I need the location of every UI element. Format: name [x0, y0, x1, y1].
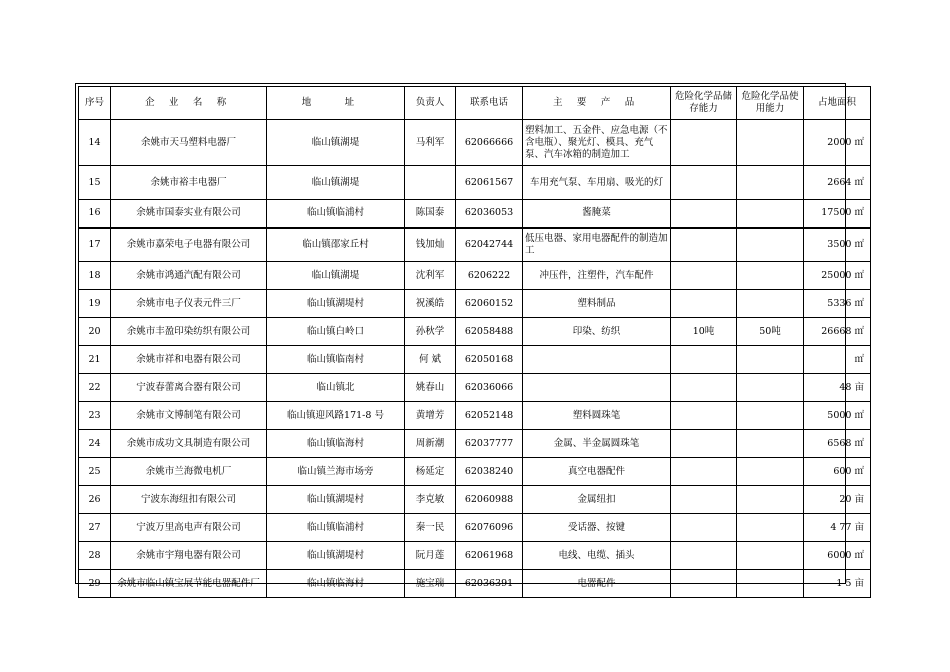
- cell-phone: 62076096: [456, 514, 523, 542]
- cell-products: 电线、电缆、插头: [523, 542, 671, 570]
- cell-address: 临山镇临海村: [267, 430, 405, 458]
- table-row: [79, 346, 871, 374]
- cell-area: 6000 ㎡: [804, 542, 871, 570]
- cell-person: 钱加灿: [405, 228, 456, 262]
- cell-address: 临山镇临浦村: [267, 200, 405, 228]
- cell-storage: [671, 346, 737, 374]
- cell-storage: [671, 290, 737, 318]
- cell-company: 余姚市宇翔电器有限公司: [111, 542, 267, 570]
- cell-person: 何 斌: [405, 346, 456, 374]
- cell-company: 余姚市祥和电器有限公司: [111, 346, 267, 374]
- cell-address: 临山镇湖堤村: [267, 542, 405, 570]
- cell-seq: 14: [79, 120, 111, 166]
- table-row: [79, 318, 871, 346]
- table-row: [79, 200, 871, 228]
- cell-storage: [671, 430, 737, 458]
- cell-area: 5336 ㎡: [804, 290, 871, 318]
- cell-storage: 10吨: [671, 318, 737, 346]
- cell-usage: [737, 514, 804, 542]
- enterprise-table: [78, 86, 871, 598]
- cell-usage: [737, 228, 804, 262]
- cell-address: 临山镇白岭口: [267, 318, 405, 346]
- cell-phone: 62037777: [456, 430, 523, 458]
- cell-area: 2664 ㎡: [804, 166, 871, 200]
- cell-storage: [671, 262, 737, 290]
- cell-address: 临山镇邵家丘村: [267, 228, 405, 262]
- cell-products: 塑料圆珠笔: [523, 402, 671, 430]
- cell-area: 6568 ㎡: [804, 430, 871, 458]
- cell-storage: [671, 374, 737, 402]
- header-company: 企 业 名 称: [111, 87, 267, 120]
- cell-person: 沈利军: [405, 262, 456, 290]
- cell-seq: 15: [79, 166, 111, 200]
- cell-person: 黄增芳: [405, 402, 456, 430]
- cell-phone: 62036053: [456, 200, 523, 228]
- table-row: [79, 542, 871, 570]
- cell-person: 施宝瑞: [405, 570, 456, 598]
- cell-address: 临山镇临浦村: [267, 514, 405, 542]
- cell-phone: 62061567: [456, 166, 523, 200]
- cell-products: 车用充气泵、车用扇、吸光的灯: [523, 166, 671, 200]
- cell-company: 宁波春蕾离合器有限公司: [111, 374, 267, 402]
- cell-phone: 62050168: [456, 346, 523, 374]
- table-row: [79, 514, 871, 542]
- cell-area: 48 亩: [804, 374, 871, 402]
- cell-products: 酱腌菜: [523, 200, 671, 228]
- cell-area: 2000 ㎡: [804, 120, 871, 166]
- cell-products: 受话器、按键: [523, 514, 671, 542]
- cell-usage: [737, 262, 804, 290]
- cell-phone: 62052148: [456, 402, 523, 430]
- header-seq: 序号: [79, 87, 111, 120]
- cell-address: 临山镇湖堤村: [267, 486, 405, 514]
- cell-address: 临山镇湖堤: [267, 262, 405, 290]
- cell-area: 17500 ㎡: [804, 200, 871, 228]
- cell-seq: 27: [79, 514, 111, 542]
- cell-company: 余姚市兰海微电机厂: [111, 458, 267, 486]
- cell-seq: 25: [79, 458, 111, 486]
- cell-products: 塑料制品: [523, 290, 671, 318]
- cell-person: 阮月莲: [405, 542, 456, 570]
- cell-seq: 21: [79, 346, 111, 374]
- cell-company: 余姚市鸿通汽配有限公司: [111, 262, 267, 290]
- cell-person: 秦一民: [405, 514, 456, 542]
- cell-storage: [671, 200, 737, 228]
- cell-address: 临山镇北: [267, 374, 405, 402]
- cell-products: [523, 346, 671, 374]
- cell-seq: 26: [79, 486, 111, 514]
- cell-usage: 50吨: [737, 318, 804, 346]
- header-phone: 联系电话: [456, 87, 523, 120]
- table-row: [79, 570, 871, 598]
- cell-usage: [737, 120, 804, 166]
- table-row: [79, 430, 871, 458]
- cell-area: 4 77 亩: [804, 514, 871, 542]
- cell-phone: 62061968: [456, 542, 523, 570]
- cell-seq: 20: [79, 318, 111, 346]
- cell-products: 真空电器配件: [523, 458, 671, 486]
- cell-usage: [737, 402, 804, 430]
- cell-address: 临山镇迎风路171-8 号: [267, 402, 405, 430]
- cell-area: 3500 ㎡: [804, 228, 871, 262]
- cell-area: 1 5 亩: [804, 570, 871, 598]
- cell-company: 余姚市天马塑料电器厂: [111, 120, 267, 166]
- cell-usage: [737, 346, 804, 374]
- cell-products: 金属纽扣: [523, 486, 671, 514]
- table-row: [79, 486, 871, 514]
- cell-company: 余姚市文博制笔有限公司: [111, 402, 267, 430]
- cell-person: 孙秋学: [405, 318, 456, 346]
- cell-products: 低压电器、家用电器配件的制造加工: [523, 228, 671, 262]
- table-row: [79, 120, 871, 166]
- cell-person: 李克敏: [405, 486, 456, 514]
- cell-company: 余姚市电子仪表元件三厂: [111, 290, 267, 318]
- cell-area: ㎡: [804, 346, 871, 374]
- cell-company: 余姚市嘉荣电子电器有限公司: [111, 228, 267, 262]
- cell-storage: [671, 120, 737, 166]
- cell-products: 电器配件: [523, 570, 671, 598]
- cell-seq: 24: [79, 430, 111, 458]
- cell-usage: [737, 166, 804, 200]
- cell-area: 25000 ㎡: [804, 262, 871, 290]
- cell-storage: [671, 570, 737, 598]
- header-products: 主 要 产 品: [523, 87, 671, 120]
- cell-address: 临山镇湖堤: [267, 166, 405, 200]
- header-row: [79, 87, 871, 120]
- cell-phone: 62066666: [456, 120, 523, 166]
- cell-usage: [737, 542, 804, 570]
- table-row: [79, 402, 871, 430]
- cell-person: 祝溪皓: [405, 290, 456, 318]
- cell-address: 临山镇湖堤: [267, 120, 405, 166]
- cell-person: 姚春山: [405, 374, 456, 402]
- cell-usage: [737, 458, 804, 486]
- cell-person: 马利军: [405, 120, 456, 166]
- cell-phone: 6206222: [456, 262, 523, 290]
- cell-seq: 22: [79, 374, 111, 402]
- cell-company: 余姚市丰盈印染纺织有限公司: [111, 318, 267, 346]
- cell-company: 余姚市临山镇宝展节能电器配件厂: [111, 570, 267, 598]
- cell-storage: [671, 458, 737, 486]
- cell-phone: 62036066: [456, 374, 523, 402]
- cell-usage: [737, 570, 804, 598]
- cell-phone: 62042744: [456, 228, 523, 262]
- cell-address: 临山镇临南村: [267, 346, 405, 374]
- cell-company: 余姚市成功文具制造有限公司: [111, 430, 267, 458]
- cell-storage: [671, 228, 737, 262]
- table-row: [79, 458, 871, 486]
- cell-phone: 62058488: [456, 318, 523, 346]
- table-row: [79, 290, 871, 318]
- cell-seq: 28: [79, 542, 111, 570]
- cell-products: 金属、半金属圆珠笔: [523, 430, 671, 458]
- cell-company: 余姚市国泰实业有限公司: [111, 200, 267, 228]
- cell-company: 余姚市裕丰电器厂: [111, 166, 267, 200]
- cell-storage: [671, 542, 737, 570]
- cell-address: 临山镇湖堤村: [267, 290, 405, 318]
- table-row: [79, 166, 871, 200]
- cell-phone: 62036391: [456, 570, 523, 598]
- header-address: 地 址: [267, 87, 405, 120]
- cell-storage: [671, 514, 737, 542]
- table-row: [79, 262, 871, 290]
- cell-address: 临山镇临海村: [267, 570, 405, 598]
- cell-area: 26668 ㎡: [804, 318, 871, 346]
- cell-usage: [737, 430, 804, 458]
- cell-seq: 18: [79, 262, 111, 290]
- cell-storage: [671, 166, 737, 200]
- cell-products: [523, 374, 671, 402]
- cell-usage: [737, 290, 804, 318]
- cell-phone: 62060152: [456, 290, 523, 318]
- cell-seq: 16: [79, 200, 111, 228]
- header-person: 负责人: [405, 87, 456, 120]
- cell-seq: 29: [79, 570, 111, 598]
- cell-company: 宁波东海纽扣有限公司: [111, 486, 267, 514]
- cell-products: 塑料加工、五金件、应急电源（不含电瓶）、聚光灯、模具、充气泵、汽车冰箱的制造加工: [523, 120, 671, 166]
- cell-seq: 23: [79, 402, 111, 430]
- cell-storage: [671, 402, 737, 430]
- cell-products: 冲压件，注塑件，汽车配件: [523, 262, 671, 290]
- cell-usage: [737, 374, 804, 402]
- cell-person: 陈国泰: [405, 200, 456, 228]
- cell-person: 杨延定: [405, 458, 456, 486]
- cell-phone: 62038240: [456, 458, 523, 486]
- cell-person: [405, 166, 456, 200]
- cell-area: 5000 ㎡: [804, 402, 871, 430]
- cell-seq: 19: [79, 290, 111, 318]
- cell-usage: [737, 200, 804, 228]
- table-row: [79, 374, 871, 402]
- table-body: [79, 120, 871, 598]
- cell-area: 600 ㎡: [804, 458, 871, 486]
- header-area: 占地面积: [804, 87, 871, 120]
- cell-phone: 62060988: [456, 486, 523, 514]
- cell-area: 20 亩: [804, 486, 871, 514]
- cell-address: 临山镇兰海市场旁: [267, 458, 405, 486]
- cell-usage: [737, 486, 804, 514]
- cell-storage: [671, 486, 737, 514]
- cell-person: 周新潮: [405, 430, 456, 458]
- cell-seq: 17: [79, 228, 111, 262]
- header-storage: 危险化学品储存能力: [671, 87, 737, 120]
- cell-company: 宁波万里高电声有限公司: [111, 514, 267, 542]
- header-usage: 危险化学品使用能力: [737, 87, 804, 120]
- table-row: [79, 228, 871, 262]
- cell-products: 印染、纺织: [523, 318, 671, 346]
